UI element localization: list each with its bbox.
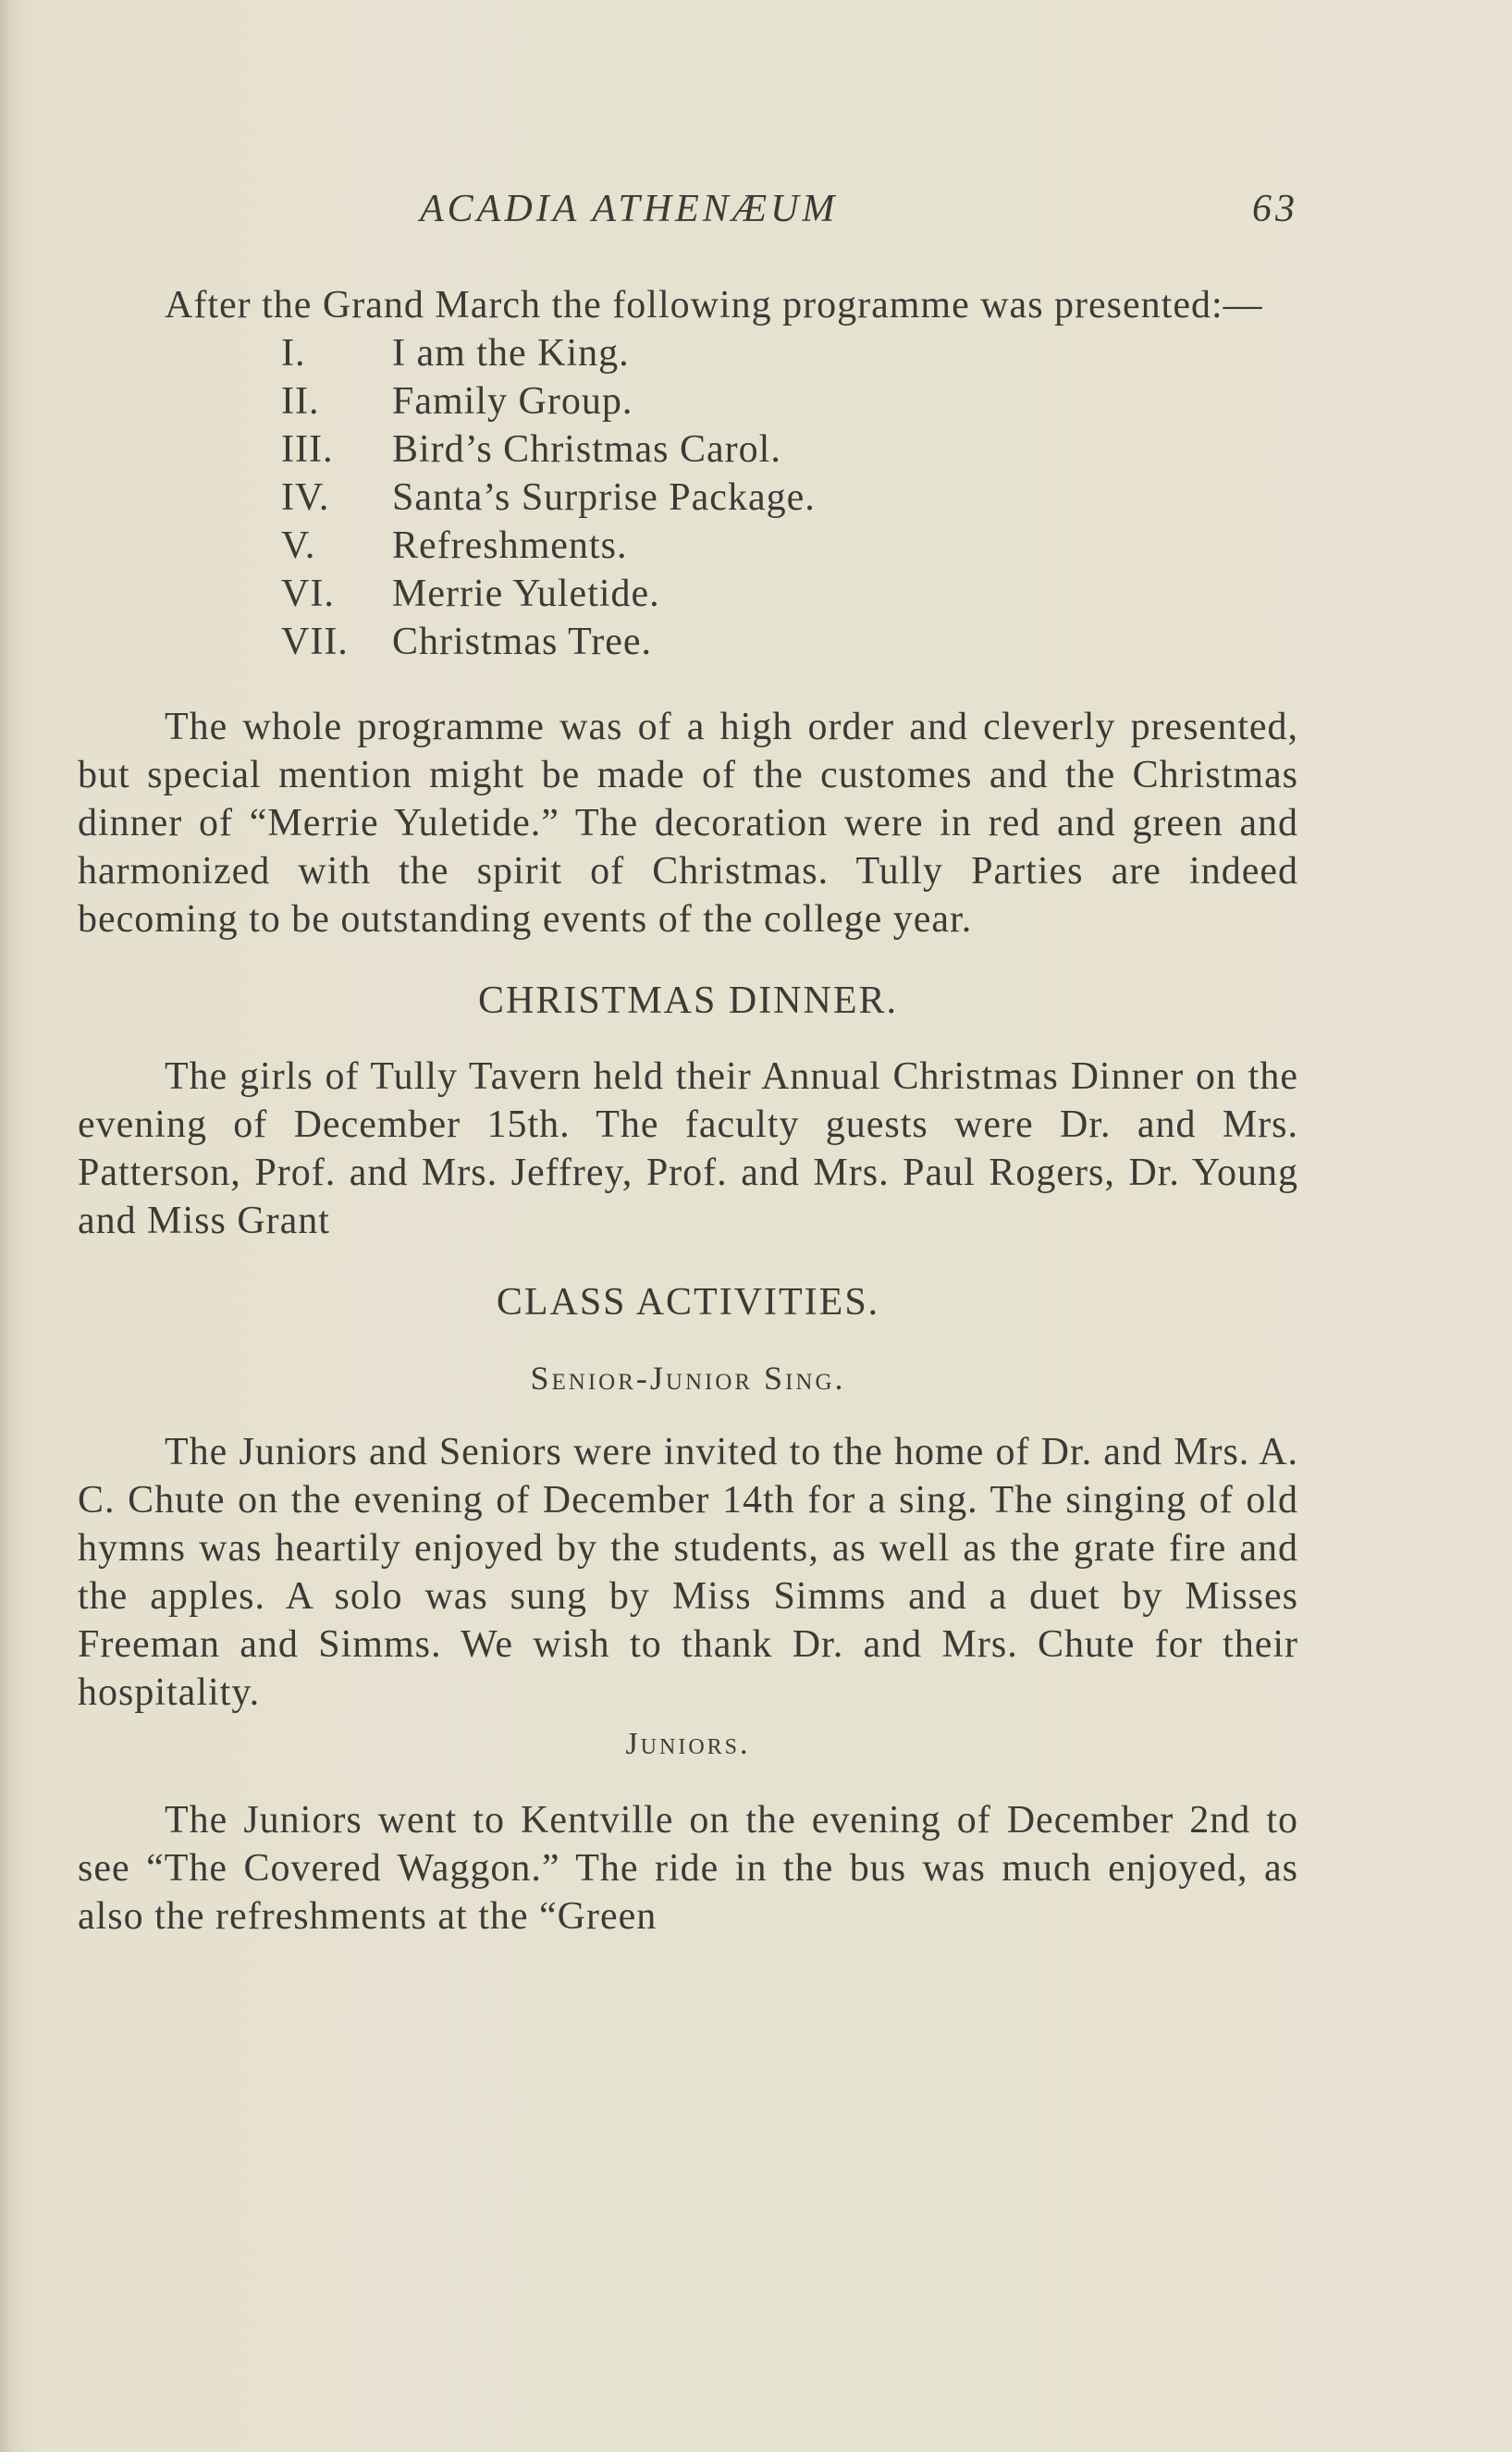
programme-item-text: Christmas Tree. [392,621,653,663]
text-column [78,185,1298,1941]
programme-item [281,329,1298,377]
roman-numeral: I. [281,332,306,375]
programme-item-text: I am the King. [392,332,630,375]
roman-numeral: V. [281,524,316,567]
section-heading-class-activities: CLASS ACTIVITIES. [496,1281,880,1324]
programme-paragraph: The whole programme was of a high order and cleverly presented, but special mention might be made of the customes and the Christmas dinner of “Merrie Yuletide.” The decoration were in red and green and harmonized with the spirit of Christmas. Tully Parties are indeed becoming to be outstanding events of the college year. [78,706,1298,941]
programme-item [281,618,1298,666]
subheading-senior-junior-sing: Senior-Junior Sing. [530,1360,846,1397]
journal-title: ACADIA ATHENÆUM [420,188,839,230]
page-number: 63 [1252,188,1298,230]
roman-numeral: VII. [281,621,349,663]
programme-item-text: Family Group. [392,380,633,423]
running-header [78,185,1298,240]
programme-item [281,474,1298,522]
subheading-juniors: Juniors. [625,1727,751,1761]
programme-item [281,570,1298,618]
programme-item [281,522,1298,570]
programme-item-text: Refreshments. [392,524,628,567]
dinner-paragraph: The girls of Tully Tavern held their Annual Christmas Dinner on the evening of December 15th. The faculty guests were Dr. and Mrs. Patterson, Prof. and Mrs. Jeffrey, Prof. and Mrs. Paul Rogers, Dr. Young and Miss Grant [78,1055,1298,1242]
spacer [78,666,1298,703]
intro-paragraph: After the Grand March the following programme was presented:— [165,284,1263,327]
programme-item [281,377,1298,425]
section-heading-christmas-dinner: CHRISTMAS DINNER. [477,980,899,1022]
programme-list [281,329,1298,666]
roman-numeral: II. [281,380,320,423]
sing-paragraph: The Juniors and Seniors were invited to the home of Dr. and Mrs. A. C. Chute on the evening of December 14th for a sing. The singing of old hymns was heartily enjoyed by the students, as well as the grate fire and the apples. A solo was sung by Miss Simms and a duet by Misses Freeman and Simms. We wish to thank Dr. and Mrs. Chute for their hospitality. [78,1431,1298,1714]
juniors-paragraph: The Juniors went to Kentville on the evening of December 2nd to see “The Covered Waggon.” The ride in the bus was much enjoyed, as also the refreshments at the “Green [78,1799,1298,1938]
programme-item-text: Merrie Yuletide. [392,573,660,615]
roman-numeral: III. [281,428,334,471]
programme-item [281,425,1298,474]
programme-item-text: Santa’s Surprise Package. [392,476,816,519]
roman-numeral: VI. [281,573,335,615]
programme-item-text: Bird’s Christmas Carol. [392,428,781,471]
roman-numeral: IV. [281,476,330,519]
